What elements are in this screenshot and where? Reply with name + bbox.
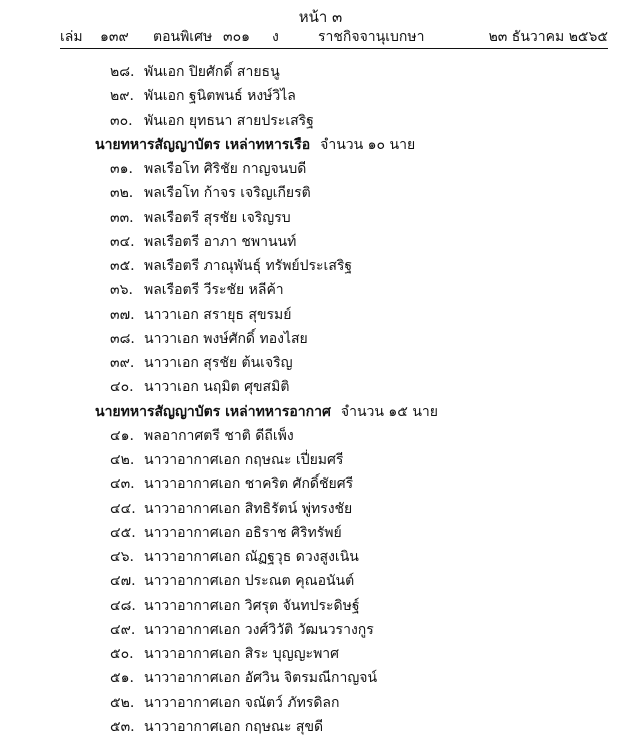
item-number: ๓๘. xyxy=(110,330,135,347)
officer-name: นาวาอากาศเอก วิศรุต จันทประดิษฐ์ xyxy=(144,597,360,614)
officer-name: นาวาเอก สุรชัย ต้นเจริญ xyxy=(144,355,293,371)
officer-name: พลอากาศตรี ชาติ ดีถีเพ็ง xyxy=(144,427,294,444)
item-number: ๓๙. xyxy=(110,355,135,371)
list-item xyxy=(0,109,641,133)
item-number: ๓๔. xyxy=(110,233,135,250)
list-item xyxy=(0,206,641,230)
item-number: ๓๖. xyxy=(110,282,133,299)
section-count: จำนวน ๑๐ นาย xyxy=(320,136,416,153)
list-item xyxy=(0,521,641,545)
item-number: ๔๕. xyxy=(110,524,136,541)
officer-name: นาวาอากาศเอก ชาคริต ศักดิ์ชัยศรี xyxy=(144,476,354,493)
item-number: ๔๓. xyxy=(110,476,135,493)
item-number: ๓๓. xyxy=(110,209,134,226)
item-number: ๕๑. xyxy=(110,670,134,687)
issue-date: ๒๓ ธันวาคม ๒๕๖๕ xyxy=(488,29,608,45)
list-item xyxy=(0,715,641,739)
list-item xyxy=(0,351,641,375)
officer-name: พลเรือโท ก้าจร เจริญเกียรติ xyxy=(144,185,311,202)
list-item xyxy=(0,254,641,278)
list-item xyxy=(0,618,641,642)
officer-name: พลเรือตรี ภาณุพันธุ์ ทรัพย์ประเสริฐ xyxy=(144,258,353,274)
list-item xyxy=(0,448,641,472)
officer-name: นาวาเอก พงษ์ศักดิ์ ทองไสย xyxy=(144,330,308,347)
officer-name: นาวาอากาศเอก ประณต คุณอนันต์ xyxy=(144,573,355,590)
list-item xyxy=(0,497,641,521)
list-item xyxy=(0,181,641,205)
item-number: ๒๙. xyxy=(110,88,134,105)
list-item xyxy=(0,545,641,569)
item-number: ๓๑. xyxy=(110,161,133,177)
volume-number: ๑๓๙ xyxy=(100,29,129,45)
item-number: ๕๓. xyxy=(110,718,135,735)
page-number: หน้า ๓ xyxy=(298,8,343,26)
officer-list xyxy=(0,60,641,739)
list-item xyxy=(0,84,641,108)
section-title: นายทหารสัญญาบัตร เหล่าทหารอากาศ xyxy=(95,403,331,420)
officer-name: พันเอก ยุทธนา สายประเสริฐ xyxy=(144,112,314,129)
officer-name: พันเอก ปิยศักดิ์ สายธนู xyxy=(144,64,280,80)
officer-name: นาวาอากาศเอก จณัตว์ ภัทรดิลก xyxy=(144,694,340,711)
officer-name: พันเอก ฐนิตพนธ์ หงษ์วิไล xyxy=(144,88,296,105)
item-number: ๔๗. xyxy=(110,573,136,590)
section-count: จำนวน ๑๕ นาย xyxy=(340,403,438,420)
item-number: ๓๕. xyxy=(110,258,135,274)
list-item xyxy=(0,472,641,496)
item-number: ๔๔. xyxy=(110,500,136,517)
officer-name: พลเรือตรี อาภา ชพานนท์ xyxy=(144,233,297,250)
section-heading xyxy=(0,400,641,424)
list-item xyxy=(0,375,641,399)
item-number: ๔๒. xyxy=(110,452,135,468)
item-number: ๔๐. xyxy=(110,379,134,396)
special-issue-number: ๓๐๑ xyxy=(223,29,251,45)
list-item xyxy=(0,594,641,618)
officer-name: นาวาอากาศเอก กฤษณะ สุขดี xyxy=(144,718,324,735)
officer-name: นาวาอากาศเอก กฤษณะ เปี่ยมศรี xyxy=(144,452,344,468)
list-item xyxy=(0,60,641,84)
list-item xyxy=(0,327,641,351)
officer-name: นาวาอากาศเอก สิระ บุญญะพาศ xyxy=(144,646,340,662)
officer-name: นาวาอากาศเอก วงศ์วิวัติ วัฒนวรางกูร xyxy=(144,621,374,638)
officer-name: นาวาเอก สรายุธ สุขรมย์ xyxy=(144,306,292,323)
officer-name: นาวาอากาศเอก อัศวิน จิตรมณีกาญจน์ xyxy=(144,670,378,687)
list-item xyxy=(0,424,641,448)
list-item xyxy=(0,666,641,690)
list-item xyxy=(0,157,641,181)
officer-name: นาวาอากาศเอก สิทธิรัตน์ พู่ทรงชัย xyxy=(144,500,353,517)
list-item xyxy=(0,569,641,593)
volume-label: เล่ม xyxy=(60,29,83,45)
section-title: นายทหารสัญญาบัตร เหล่าทหารเรือ xyxy=(95,136,311,153)
officer-name: นาวาอากาศเอก ณัฏฐวุธ ดวงสูงเนิน xyxy=(144,549,359,565)
item-number: ๔๖. xyxy=(110,549,134,565)
officer-name: พลเรือตรี สุรชัย เจริญรบ xyxy=(144,209,291,226)
item-number: ๒๘. xyxy=(110,64,135,80)
officer-name: นาวาเอก นฤมิต ศุขสมิติ xyxy=(144,379,290,396)
section-heading xyxy=(0,133,641,157)
item-number: ๔๘. xyxy=(110,597,136,614)
officer-name: พลเรือโท ศิริชัย กาญจนบดี xyxy=(144,161,307,177)
item-number: ๓๒. xyxy=(110,185,134,202)
list-item xyxy=(0,303,641,327)
issue-suffix: ง xyxy=(272,29,279,45)
item-number: ๕๒. xyxy=(110,694,135,711)
gazette-title: ราชกิจจานุเบกษา xyxy=(318,29,425,45)
item-number: ๕๐. xyxy=(110,646,134,662)
item-number: ๓๗. xyxy=(110,306,135,323)
gazette-header xyxy=(60,26,608,49)
list-item xyxy=(0,230,641,254)
list-item xyxy=(0,278,641,302)
item-number: ๔๙. xyxy=(110,621,136,638)
item-number: ๓๐. xyxy=(110,112,133,129)
special-issue-label: ตอนพิเศษ xyxy=(153,29,213,45)
item-number: ๔๑. xyxy=(110,427,134,444)
list-item xyxy=(0,642,641,666)
officer-name: พลเรือตรี วีระชัย หลีค้า xyxy=(144,282,284,299)
list-item xyxy=(0,691,641,715)
officer-name: นาวาอากาศเอก อธิราช ศิริทรัพย์ xyxy=(144,524,342,541)
